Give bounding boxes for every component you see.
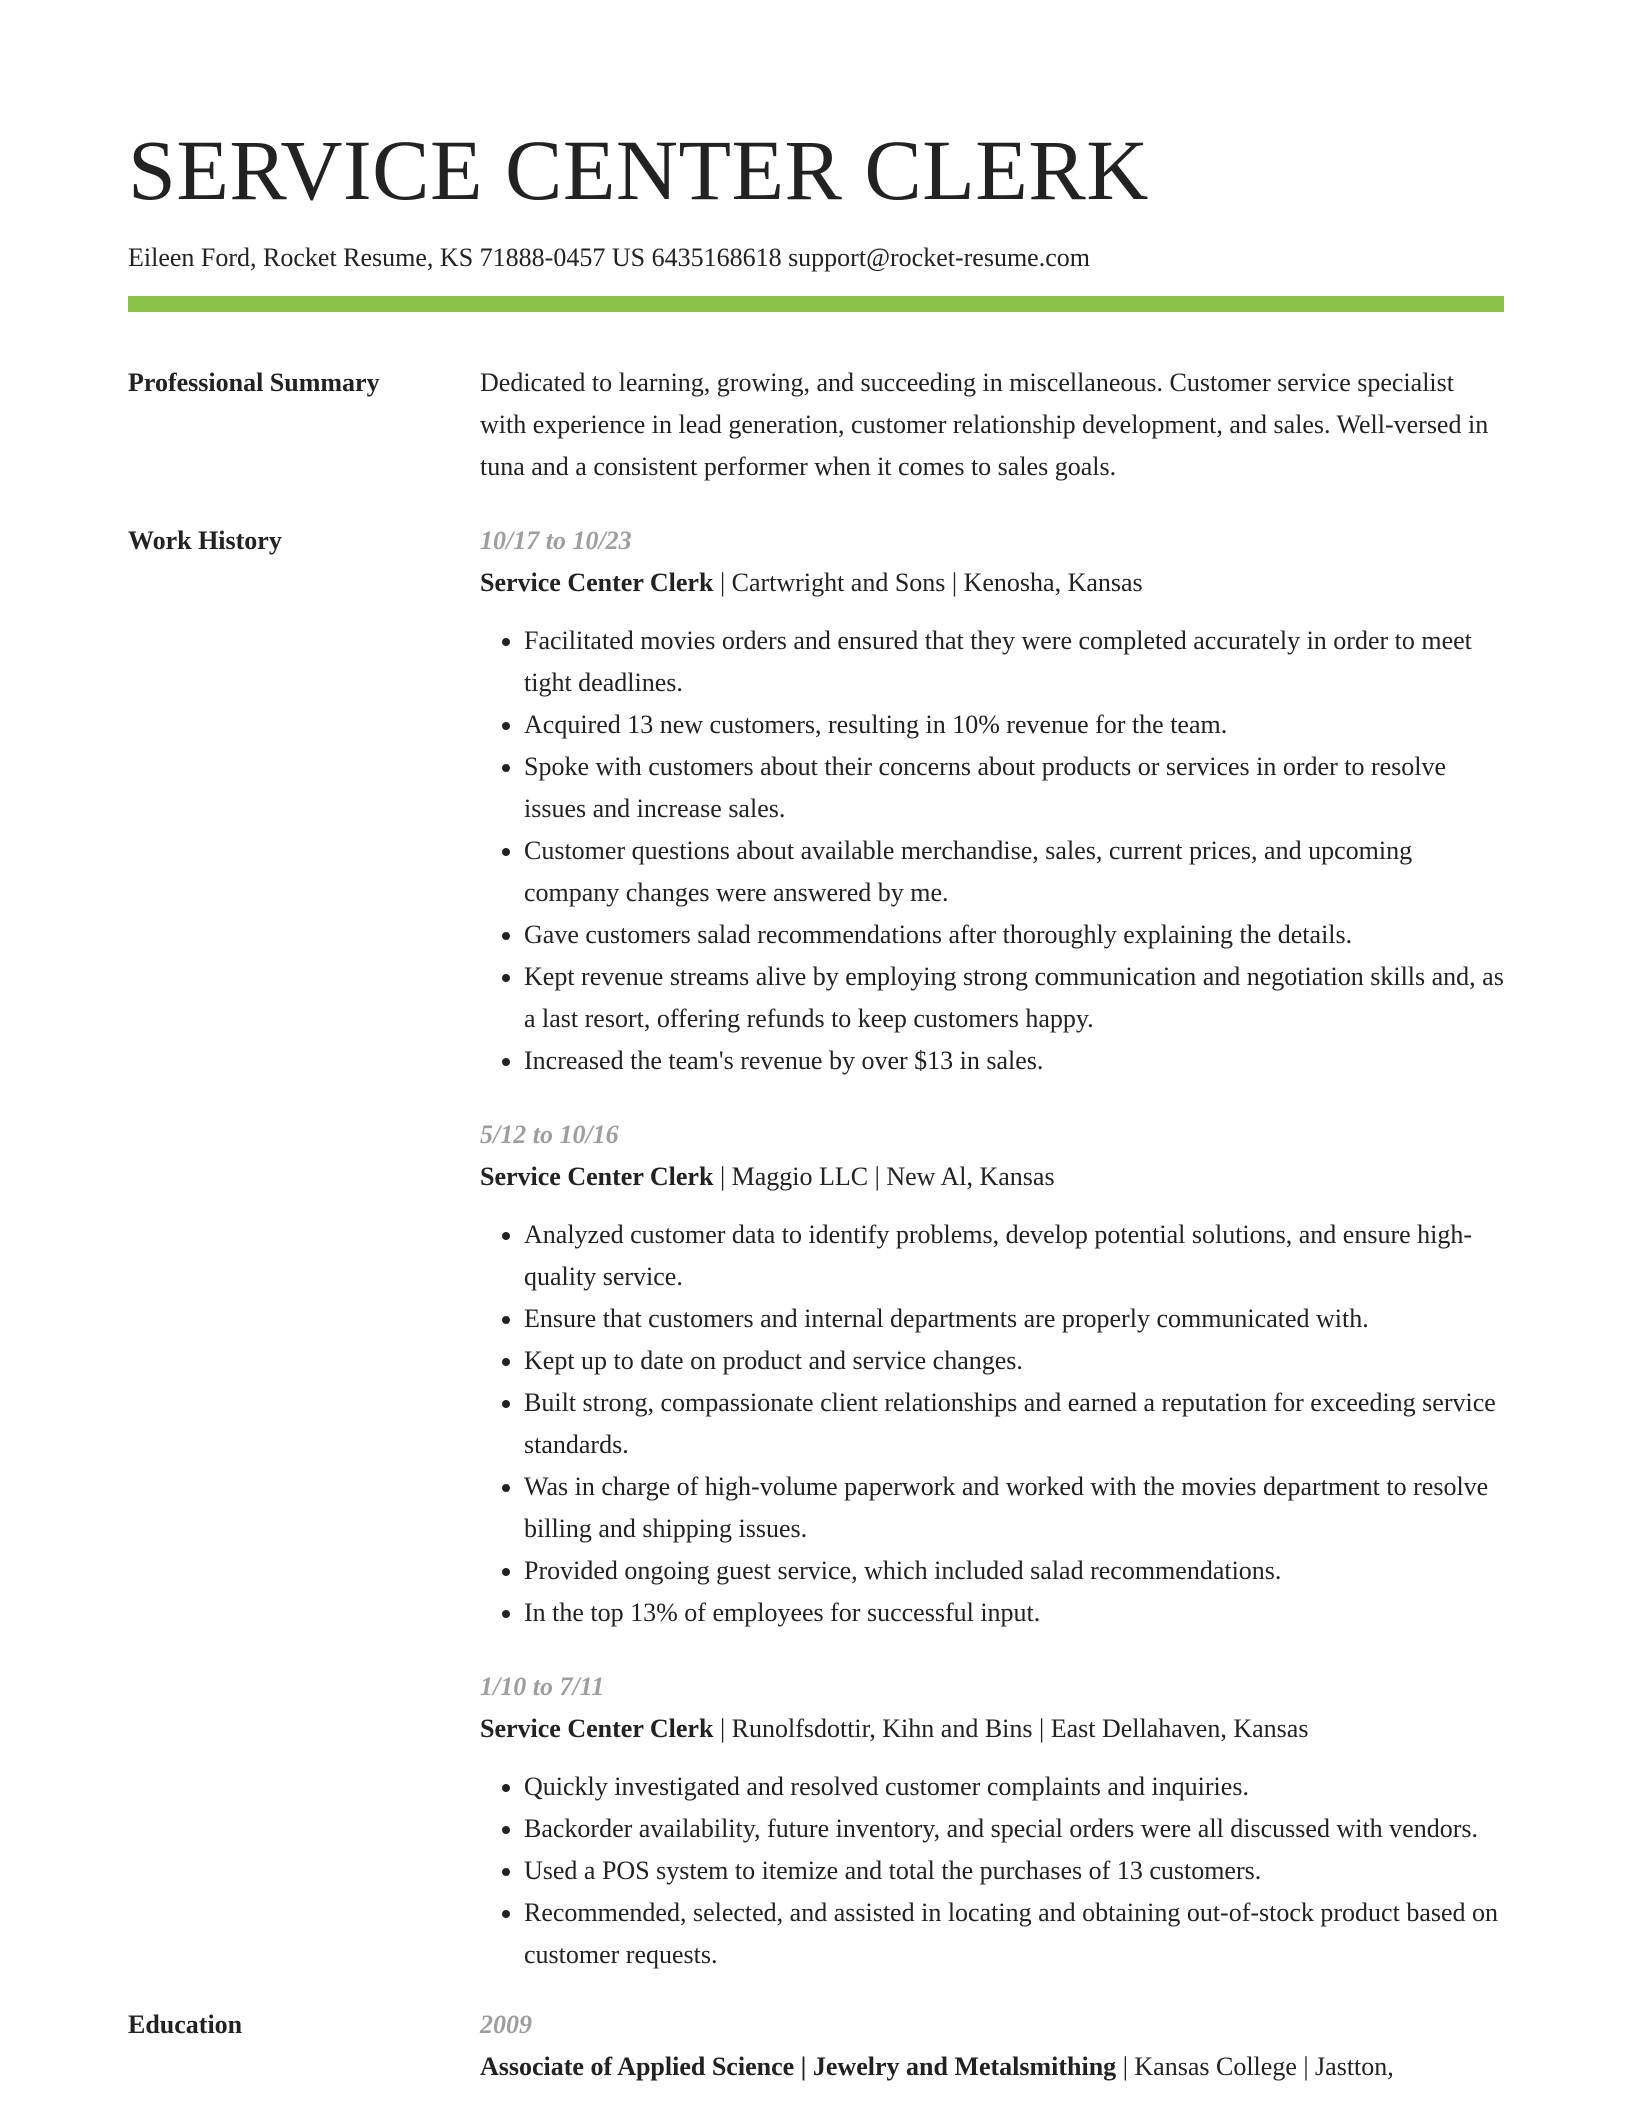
- summary-text: Dedicated to learning, growing, and succeeding in miscellaneous. Customer service specialist with experience in lead generation, customer relationship development, and sales. Well-versed in tuna and a consistent performer when it comes to sales goals.: [480, 368, 1489, 481]
- section-heading-education: Education: [128, 2010, 243, 2039]
- list-item: • Kept revenue streams alive by employing strong communication and negotiation skills and, as a last resort, offering refunds to keep customers happy.: [524, 956, 1504, 1040]
- list-item: • Quickly investigated and resolved customer complaints and inquiries.: [524, 1766, 1504, 1808]
- list-item: • Recommended, selected, and assisted in locating and obtaining out-of-stock product based on customer requests.: [524, 1892, 1504, 1976]
- education-school-location: | Kansas College | Jastton,: [1116, 2052, 1394, 2081]
- work-history-section: [128, 520, 1504, 1976]
- list-item: • Increased the team's revenue by over $13 in sales.: [524, 1040, 1504, 1082]
- job-entry: [480, 1114, 1504, 1634]
- list-item: • Acquired 13 new customers, resulting in 10% revenue for the team.: [524, 704, 1504, 746]
- list-item: • Used a POS system to itemize and total the purchases of 13 customers.: [524, 1850, 1504, 1892]
- job-employer-location: | Cartwright and Sons | Kenosha, Kansas: [713, 568, 1143, 597]
- education-section: [128, 2004, 1504, 2088]
- list-item: • In the top 13% of employees for successful input.: [524, 1592, 1504, 1634]
- resume-title: SERVICE CENTER CLERK: [128, 122, 1149, 218]
- education-line: [480, 2046, 1504, 2088]
- job-role-line: [480, 1708, 1504, 1750]
- contact-line: Eileen Ford, Rocket Resume, KS 71888-0457 US 6435168618 support@rocket-resume.com: [128, 243, 1090, 272]
- job-title: Service Center Clerk: [480, 568, 714, 597]
- list-item: • Analyzed customer data to identify problems, develop potential solutions, and ensure high-quality service.: [524, 1214, 1504, 1298]
- section-heading-summary: Professional Summary: [128, 368, 380, 397]
- list-item: • Customer questions about available merchandise, sales, current prices, and upcoming company changes were answered by me.: [524, 830, 1504, 914]
- list-item: • Kept up to date on product and service changes.: [524, 1340, 1504, 1382]
- summary-section: [128, 362, 1504, 488]
- list-item: • Gave customers salad recommendations after thoroughly explaining the details.: [524, 914, 1504, 956]
- job-entry: [480, 520, 1504, 1082]
- list-item: • Built strong, compassionate client relationships and earned a reputation for exceeding service standards.: [524, 1382, 1504, 1466]
- job-duties-list: [480, 620, 1504, 1082]
- job-role-line: [480, 1156, 1504, 1198]
- resume-page: [128, 0, 1504, 2088]
- education-degree: Associate of Applied Science | Jewelry and Metalsmithing: [480, 2052, 1117, 2081]
- education-year: 2009: [480, 2010, 532, 2039]
- list-item: • Ensure that customers and internal departments are properly communicated with.: [524, 1298, 1504, 1340]
- list-item: • Spoke with customers about their concerns about products or services in order to resolve issues and increase sales.: [524, 746, 1504, 830]
- job-duties-list: [480, 1766, 1504, 1976]
- job-dates: 10/17 to 10/23: [480, 526, 632, 555]
- job-title: Service Center Clerk: [480, 1714, 714, 1743]
- job-employer-location: | Runolfsdottir, Kihn and Bins | East Dellahaven, Kansas: [713, 1714, 1309, 1743]
- list-item: • Provided ongoing guest service, which included salad recommendations.: [524, 1550, 1504, 1592]
- job-title: Service Center Clerk: [480, 1162, 714, 1191]
- list-item: • Facilitated movies orders and ensured that they were completed accurately in order to meet tight deadlines.: [524, 620, 1504, 704]
- job-dates: 1/10 to 7/11: [480, 1672, 605, 1701]
- job-role-line: [480, 562, 1504, 604]
- header-divider: [128, 296, 1504, 312]
- job-dates: 5/12 to 10/16: [480, 1120, 619, 1149]
- job-duties-list: [480, 1214, 1504, 1634]
- job-employer-location: | Maggio LLC | New Al, Kansas: [713, 1162, 1055, 1191]
- section-heading-work-history: Work History: [128, 526, 282, 555]
- list-item: • Was in charge of high-volume paperwork and worked with the movies department to resolve billing and shipping issues.: [524, 1466, 1504, 1550]
- list-item: • Backorder availability, future inventory, and special orders were all discussed with vendors.: [524, 1808, 1504, 1850]
- job-entry: [480, 1666, 1504, 1976]
